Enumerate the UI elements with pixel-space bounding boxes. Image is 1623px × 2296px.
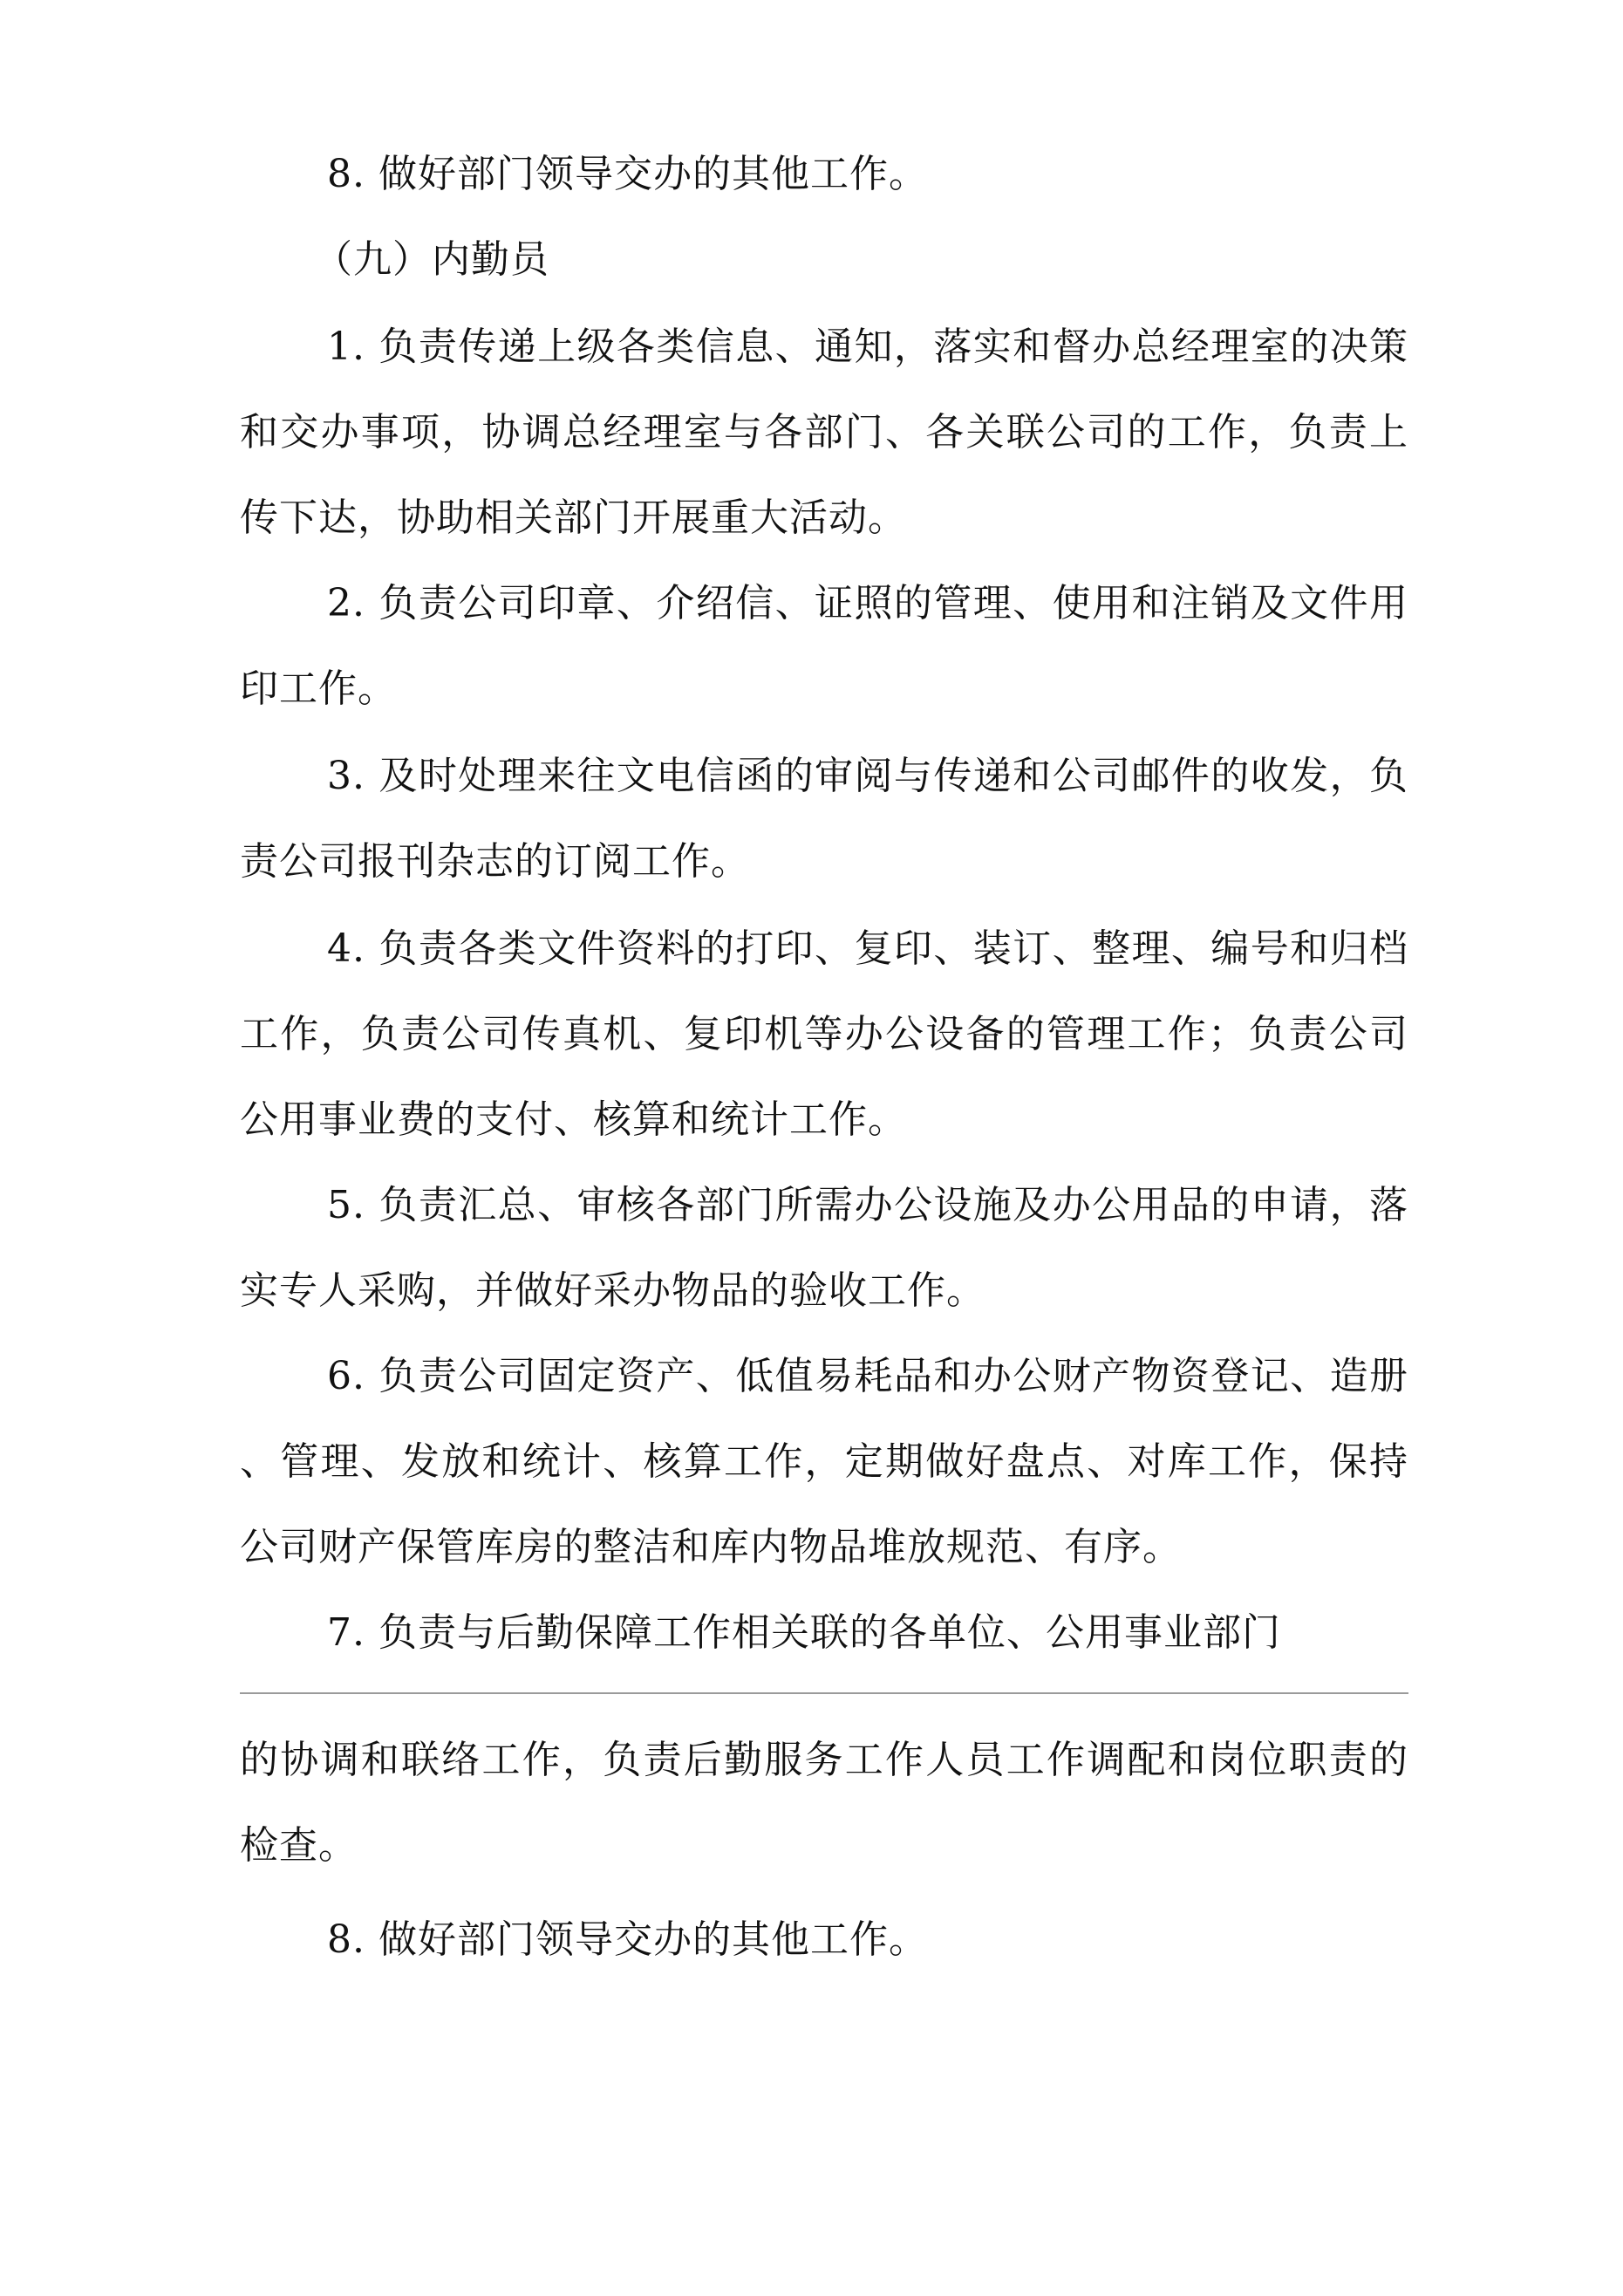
item-5-line-1: 5. 负责汇总、审核各部门所需办公设施及办公用品的申请，落 xyxy=(327,1183,1408,1227)
item-2-line-1: 2. 负责公司印章、介绍信、证照的管理、使用和注销及文件用 xyxy=(327,581,1408,625)
item-3-line-2: 责公司报刊杂志的订阅工作。 xyxy=(240,839,750,884)
item-7-line-3: 检查。 xyxy=(240,1823,358,1868)
item-1-line-3: 传下达，协助相关部门开展重大活动。 xyxy=(240,495,907,540)
section-heading: （九）内勤员 xyxy=(314,237,549,282)
item-1-line-1: 1. 负责传递上级各类信息、通知，落实和督办总经理室的决策 xyxy=(327,325,1408,369)
item-7-line-2: 的协调和联络工作，负责后勤服务工作人员工作调配和岗位职责的 xyxy=(240,1738,1408,1782)
page-divider xyxy=(240,1692,1408,1694)
item-4-line-2: 工作，负责公司传真机、复印机等办公设备的管理工作；负责公司 xyxy=(240,1012,1408,1056)
item-4-line-1: 4. 负责各类文件资料的打印、复印、装订、整理、编号和归档 xyxy=(327,926,1408,971)
item-8-bottom: 8. 做好部门领导交办的其他工作。 xyxy=(327,1917,928,1962)
item-4-line-3: 公用事业费的支付、核算和统计工作。 xyxy=(240,1097,907,1142)
item-6-line-3: 公司财产保管库房的整洁和库内物品堆放规范、有序。 xyxy=(240,1525,1182,1569)
item-6-line-1: 6. 负责公司固定资产、低值易耗品和办公财产物资登记、造册 xyxy=(327,1354,1408,1398)
item-6-line-2: 、管理、发放和统计、核算工作，定期做好盘点、对库工作，保持 xyxy=(240,1439,1408,1484)
item-7-line-1: 7. 负责与后勤保障工作相关联的各单位、公用事业部门 xyxy=(327,1610,1281,1655)
item-2-line-2: 印工作。 xyxy=(240,666,397,711)
item-8-top: 8. 做好部门领导交办的其他工作。 xyxy=(327,152,928,196)
item-5-line-2: 实专人采购，并做好采办物品的验收工作。 xyxy=(240,1268,985,1313)
item-3-line-1: 3. 及时处理来往文电信函的审阅与传递和公司邮件的收发，负 xyxy=(327,754,1408,798)
item-1-line-2: 和交办事项，协调总经理室与各部门、各关联公司的工作，负责上 xyxy=(240,410,1408,454)
